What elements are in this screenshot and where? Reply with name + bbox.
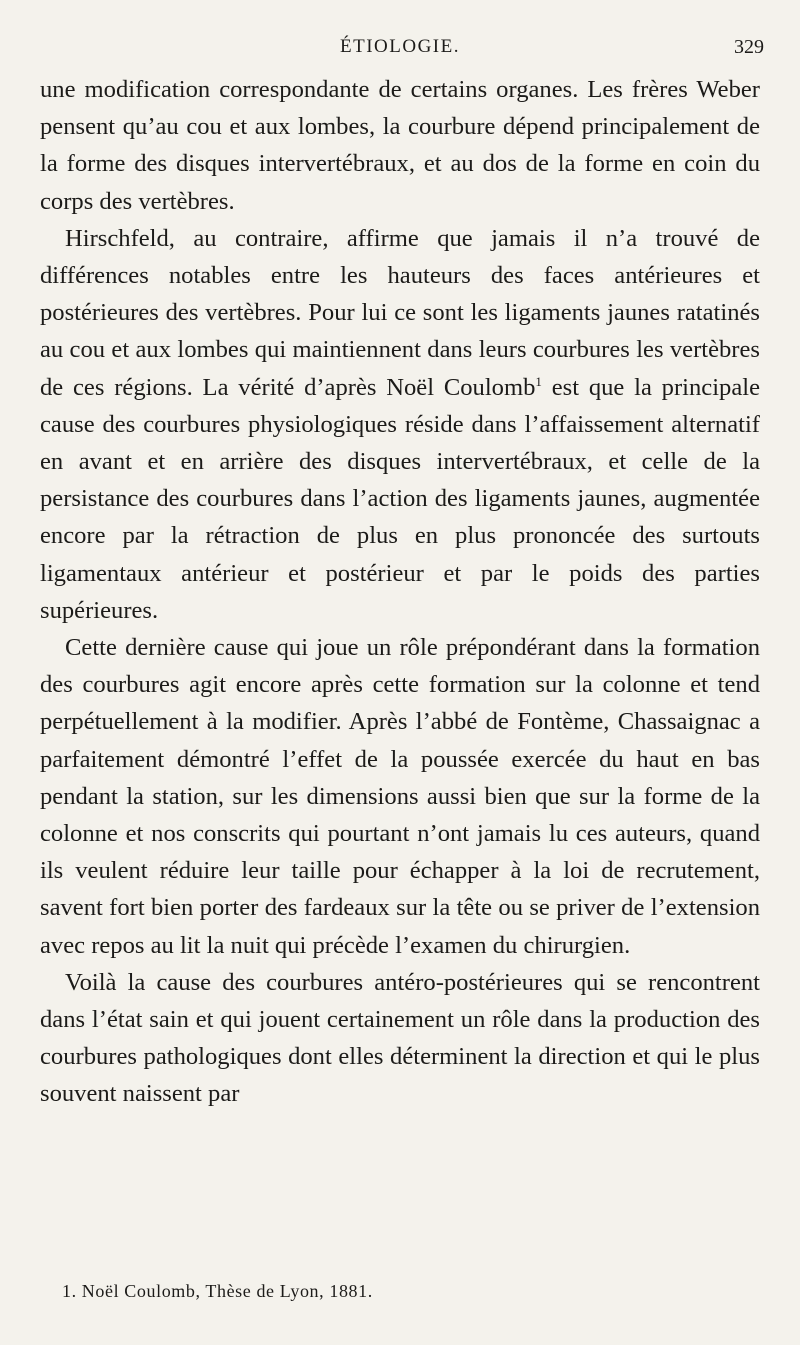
- paragraph-text-after: est que la principale cause des courbures physiologiques réside dans l’affaissement alternatif en avant et en arrière des disques intervertébraux, et celle de la persistance des courbures dans l’action des ligaments jaunes, augmentée encore par la rétraction de plus en plus prononcée des surtouts ligamentaux antérieur et postérieur et par le poids des parties supérieures.: [40, 373, 760, 624]
- paragraph-text: Cette dernière cause qui joue un rôle prépondérant dans la formation des courbures agit encore après cette formation sur la colonne et tend perpétuellement à la modifier. Après l’abbé de Fontème, Chassaignac a parfaitement démontré l’effet de la poussée exercée du haut en bas pendant la station, sur les dimensions aussi bien que sur la forme de la colonne et nos conscrits qui pourtant n’ont jamais lu ces auteurs, quand ils veulent réduire leur taille pour échapper à la loi de recrutement, savent fort bien porter des fardeaux sur la tête ou se priver de l’extension avec repos au lit la nuit qui précède l’examen du chirurgien.: [40, 634, 760, 959]
- footnote-reference[interactable]: 1: [535, 373, 542, 389]
- paragraph-text: une modification correspondante de certains organes. Les frères Weber pensent qu’au cou et aux lombes, la courbure dépend principalement de la forme des disques intervertébraux, et au dos de la forme en coin du corps des vertèbres.: [40, 76, 760, 215]
- body-text: [40, 71, 760, 1113]
- paragraph-derniere-cause: [40, 629, 760, 964]
- paragraph-hirschfeld: [40, 220, 760, 629]
- footnote: 1. Noël Coulomb, Thèse de Lyon, 1881.: [62, 1281, 373, 1301]
- paragraph-continuation: [40, 71, 760, 220]
- paragraph-text: Hirschfeld, au contraire, affirme que jamais il n’a trouvé de différences notables entre les hauteurs des faces antérieures et postérieures des vertèbres. Pour lui ce sont les ligaments jaunes ratatinés au cou et aux lombes qui maintiennent dans leurs courbures les vertèbres de ces régions. La vérité d’après Noël Coulomb: [40, 224, 760, 401]
- page-header: [40, 36, 764, 66]
- page-number: 329: [734, 36, 764, 58]
- running-title: ÉTIOLOGIE.: [340, 36, 460, 57]
- paragraph-voila: [40, 964, 760, 1113]
- paragraph-text: Voilà la cause des courbures antéro-postérieures qui se rencontrent dans l’état sain et qui jouent certainement un rôle dans la production des courbures pathologiques dont elles déterminent la direction et qui le plus souvent naissent par: [40, 968, 760, 1108]
